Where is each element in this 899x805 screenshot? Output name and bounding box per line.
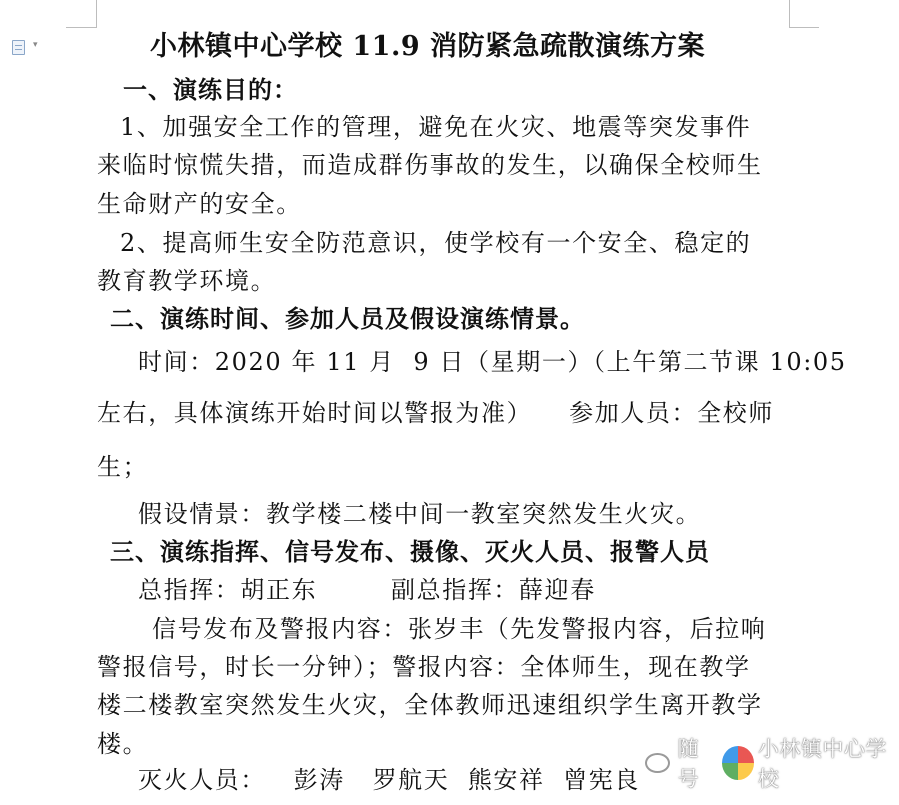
paragraph-line: 生； <box>97 453 149 481</box>
school-logo-icon <box>722 746 754 780</box>
wechat-icon <box>645 753 670 773</box>
document-title: 小林镇中心学校 11.9 消防紧急疏散演练方案 <box>150 31 706 62</box>
paragraph-line: 生命财产的安全。 <box>97 190 302 218</box>
watermark <box>645 737 899 791</box>
paragraph-line: 假设情景：教学楼二楼中间一教室突然发生火灾。 <box>138 500 702 528</box>
section-heading-command: 三、演练指挥、信号发布、摄像、灭火人员、报警人员 <box>110 537 710 566</box>
paragraph-line: 警报信号，时长一分钟）；警报内容：全体师生，现在教学 <box>97 653 751 681</box>
section-heading-time-people: 二、演练时间、参加人员及假设演练情景。 <box>110 304 585 333</box>
paragraph-line: 来临时惊慌失措，而造成群伤事故的发生，以确保全校师生 <box>97 151 763 179</box>
paragraph-line: 总指挥：胡正东 副总指挥：薛迎春 <box>138 576 596 604</box>
paragraph-line: 楼。 <box>97 730 149 758</box>
chevron-down-icon[interactable]: ▾ <box>33 40 38 50</box>
section-heading-purpose: 一、演练目的： <box>123 75 298 104</box>
paragraph-line: 时间：2020 年 11 月 9 日（星期一）（上午第二节课 10:05 <box>138 348 847 376</box>
paragraph-line: 2、提高师生安全防范意识，使学校有一个安全、稳定的 <box>120 229 752 257</box>
paragraph-line: 教育教学环境。 <box>97 267 277 295</box>
paragraph-line: 灭火人员： 彭涛 罗航天 熊安祥 曾宪良 <box>138 766 640 794</box>
watermark-text-left: 随号 <box>677 737 700 791</box>
watermark-text-right: 小林镇中心学校 <box>757 737 887 791</box>
paragraph-line: 信号发布及警报内容：张岁丰（先发警报内容，后拉响 <box>152 615 767 643</box>
paragraph-line: 1、加强安全工作的管理，避免在火灾、地震等突发事件 <box>120 113 752 141</box>
paragraph-line: 左右，具体演练开始时间以警报为准） 参加人员：全校师 <box>97 399 774 427</box>
paragraph-line: 楼二楼教室突然发生火灾，全体教师迅速组织学生离开教学 <box>97 691 763 719</box>
